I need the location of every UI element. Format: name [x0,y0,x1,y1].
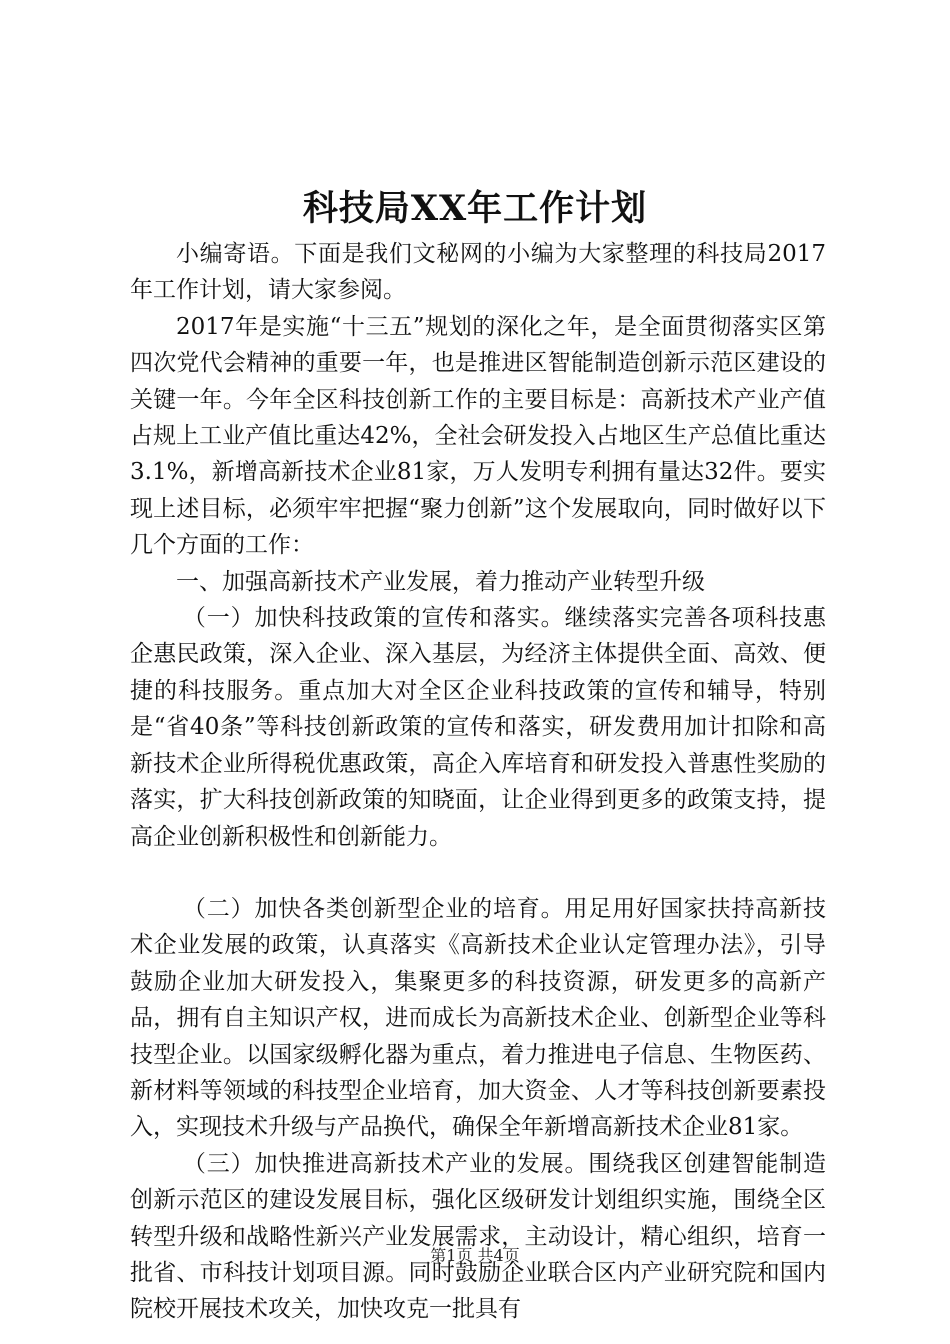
paragraph-item-1: （一）加快科技政策的宣传和落实。继续落实完善各项科技惠企惠民政策，深入企业、深入基层，为经济主体提供全面、高效、便捷的科技服务。重点加大对全区企业科技政策的宣传和辅导，特别是“省40条”等科技创新政策的宣传和落实，研发费用加计扣除和高新技术企业所得税优惠政策，高企入库培育和研发投入普惠性奖励的落实，扩大科技创新政策的知晓面，让企业得到更多的政策支持，提高企业创新积极性和创新能力。 [130,605,826,850]
section-heading-1: 一、加强高新技术产业发展，着力推动产业转型升级 [176,568,705,595]
paragraph-intro: 小编寄语。下面是我们文秘网的小编为大家整理的科技局2017年工作计划，请大家参阅。 [130,241,826,304]
page-number-footer: 第1页 共4页 [430,1246,520,1265]
paragraph-item-2: （二）加快各类创新型企业的培育。用足用好国家扶持高新技术企业发展的政策，认真落实《高新技术企业认定管理办法》，引导鼓励企业加大研发投入，集聚更多的科技资源，研发更多的高新产品，拥有自主知识产权，进而成长为高新技术企业、创新型企业等科技型企业。以国家级孵化器为重点，着力推进电子信息、生物医药、新材料等领域的科技型企业培育，加大资金、人才等科技创新要素投入，实现技术升级与产品换代，确保全年新增高新技术企业81家。 [130,895,826,1141]
document-body [130,236,826,1328]
paragraph-item-3: （三）加快推进高新技术产业的发展。围绕我区创建智能制造创新示范区的建设发展目标，强化区级研发计划组织实施，围绕全区转型升级和战略性新兴产业发展需求，主动设计，精心组织，培育一批省、市科技计划项目源。同时鼓励企业联合区内产业研究院和国内院校开展技术攻关，加快攻克一批具有 [130,1150,826,1323]
document-title: 科技局XX年工作计划 [302,188,648,229]
paragraph-goals: 2017年是实施“十三五”规划的深化之年，是全面贯彻落实区第四次党代会精神的重要一年，也是推进区智能制造创新示范区建设的关键一年。今年全区科技创新工作的主要目标是：高新技术产业产值占规上工业产值比重达42%，全社会研发投入占地区生产总值比重达3.1%，新增高新技术企业81家，万人发明专利拥有量达32件。要实现上述目标，必须牢牢把握“聚力创新”这个发展取向，同时做好以下几个方面的工作： [130,313,826,559]
